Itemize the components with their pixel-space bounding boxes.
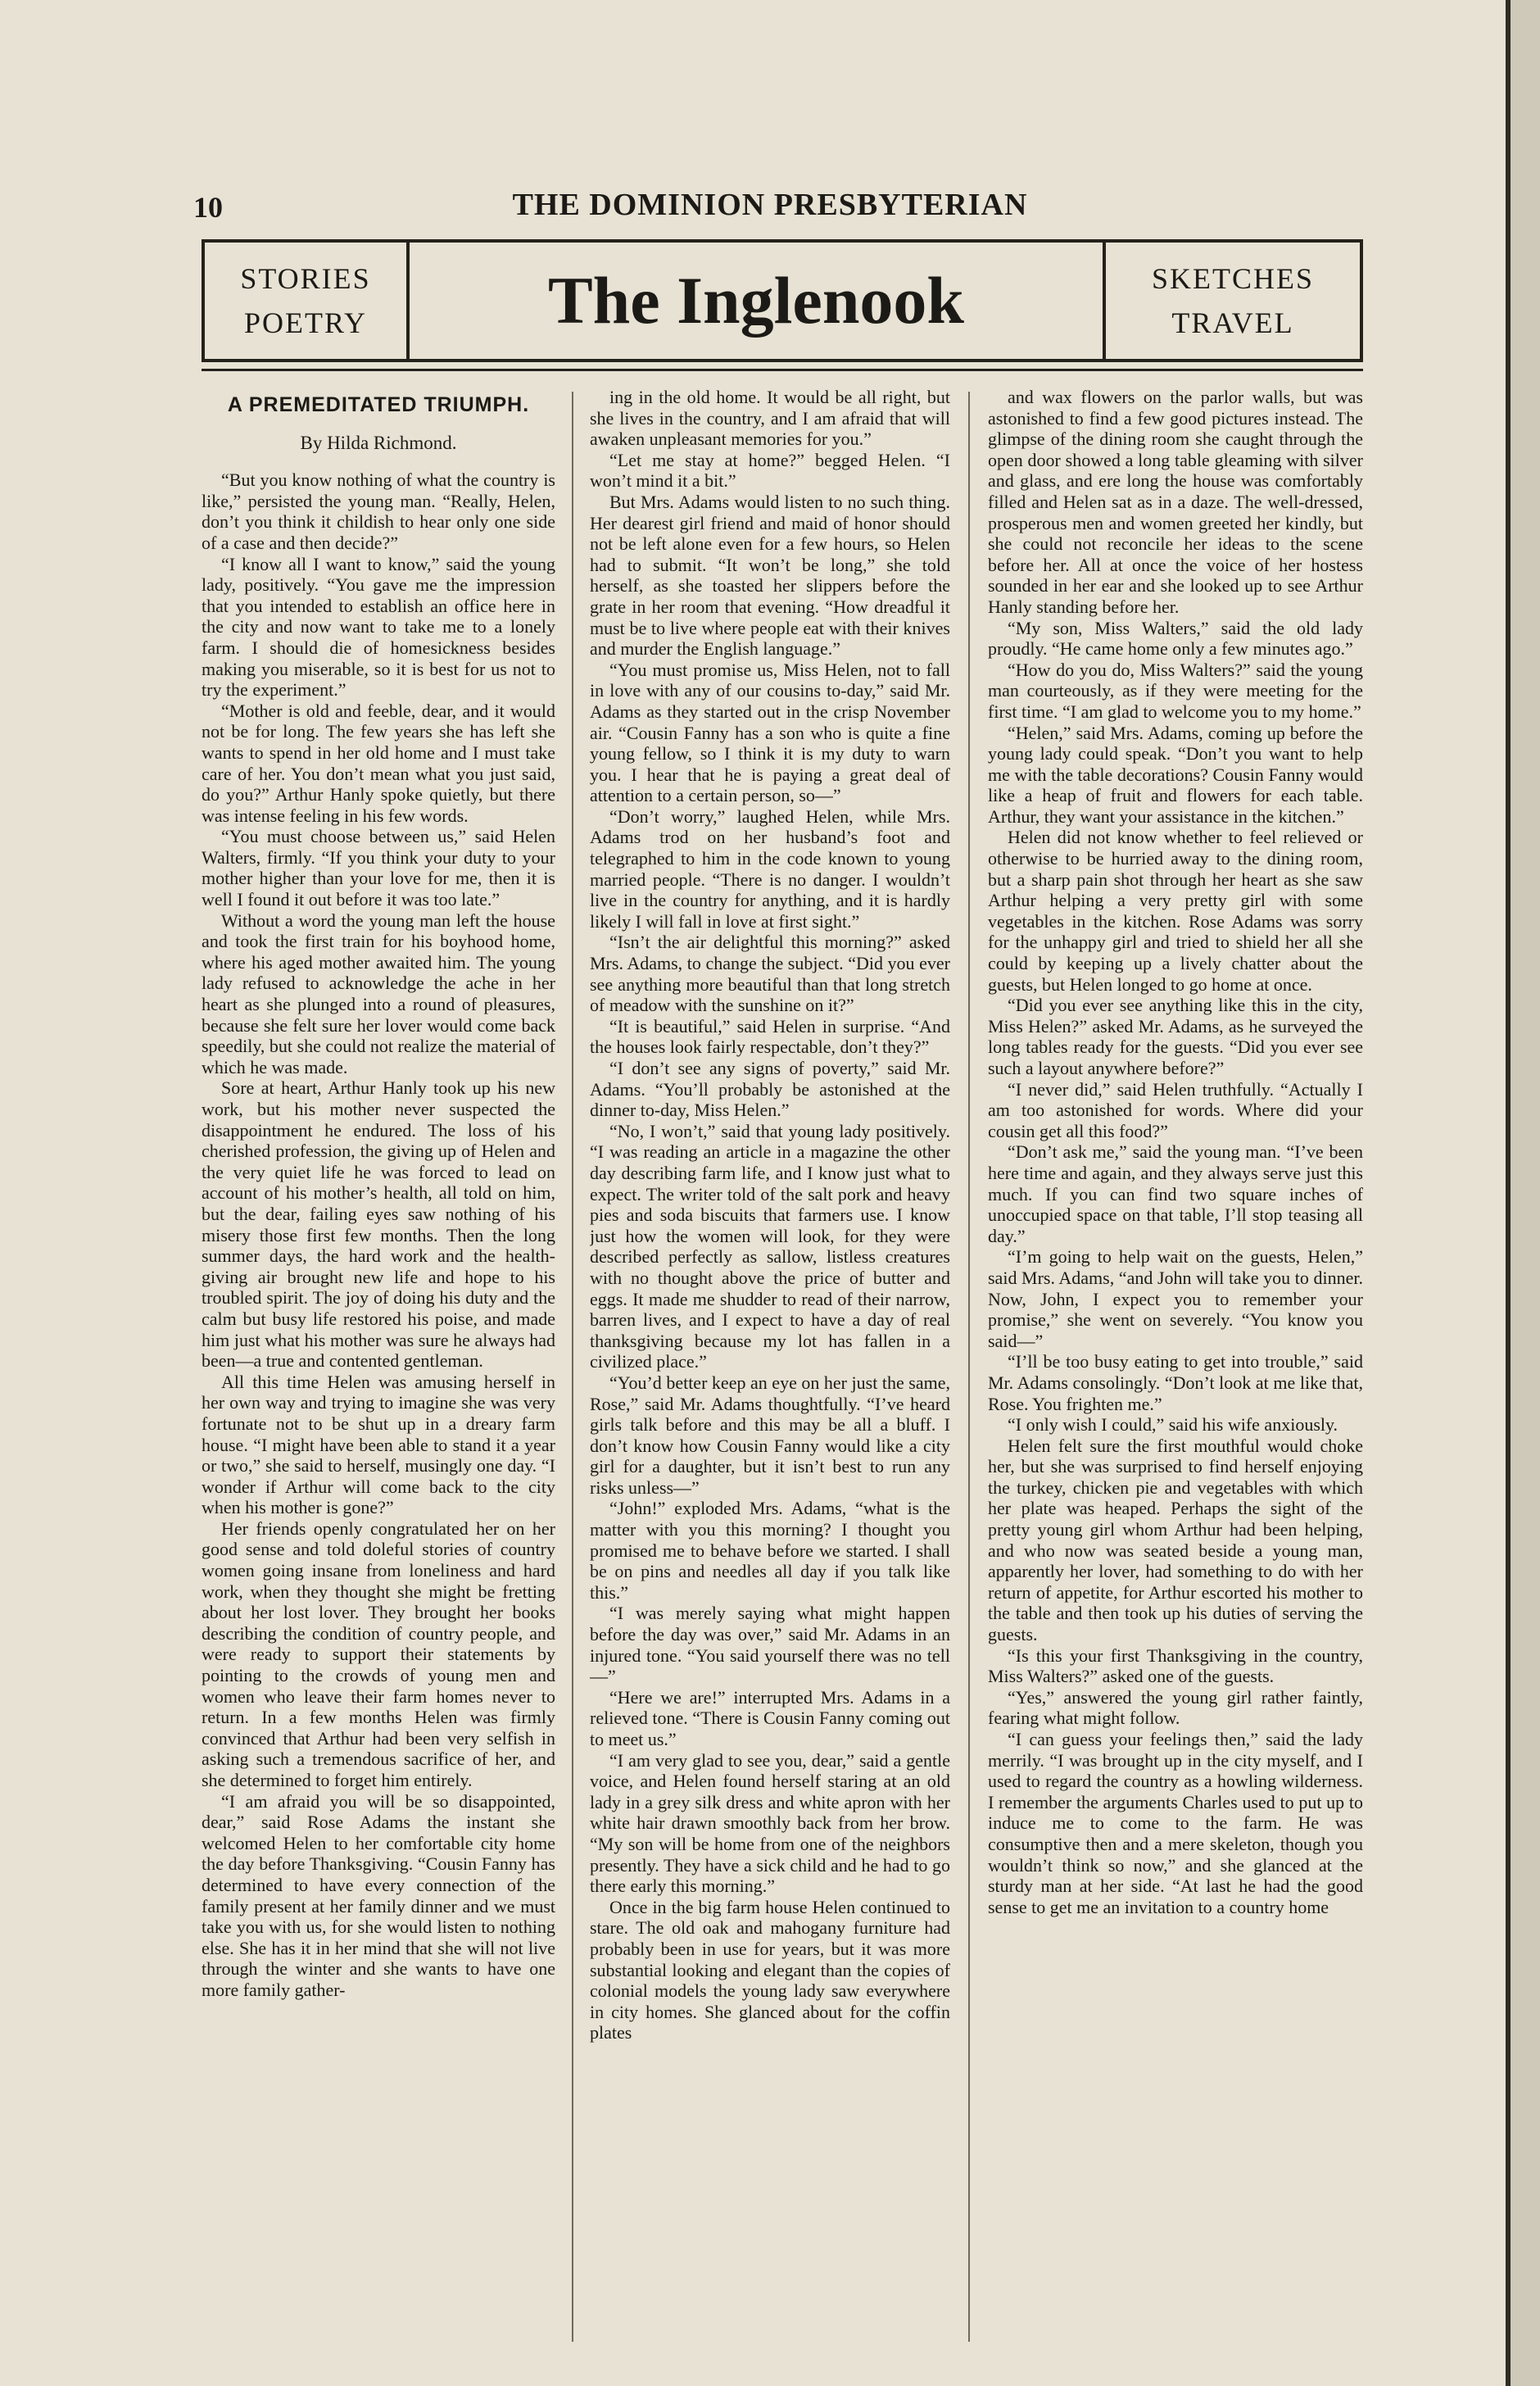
paragraph: “Did you ever see anything like this in the city, Miss Helen?” asked Mr. Adams, as he surveyed the long tables ready for the guests. “Did you ever see such a layout anywhere before?” <box>988 995 1363 1078</box>
paragraph: and wax flowers on the parlor walls, but was astonished to find a few good pictures instead. The glimpse of the dining room she caught through the open door showed a long table gleaming with silver and glass, and ere long the house was comfortably filled and Helen sat as in a daze. The well-dressed, prosperous men and women greeted her kindly, but she could not reconcile her ideas to the scene before her. All at once the voice of her hostess sounded in her ear and she looked up to see Arthur Hanly standing before her. <box>988 387 1363 617</box>
paragraph: “But you know nothing of what the country is like,” persisted the young man. “Really, Helen, don’t you think it childish to hear only one side of a case and then decide?” <box>202 469 555 553</box>
paragraph: “I am very glad to see you, dear,” said a gentle voice, and Helen found herself staring at an old lady in a grey silk dress and white apron with her white hair drawn smoothly back from her brow. “My son will be home from one of the neighbors presently. They have a sick child and he had to go there early this morning.” <box>590 1749 950 1897</box>
paragraph: “Helen,” said Mrs. Adams, coming up before the young lady could speak. “Don’t you want to help me with the table decorations? Cousin Fanny would like a heap of fruit and flowers for each table. Arthur, they want your assistance in the kitchen.” <box>988 722 1363 827</box>
column-rule <box>572 392 573 2342</box>
paragraph: Without a word the young man left the house and took the first train for his boyhood home, where his aged mother awaited him. The young lady refused to acknowledge the ache in her heart as she plunged into a round of pleasures, because she felt sure her lover would come back speedily, but she could not realize the material of which he was made. <box>202 909 555 1077</box>
article <box>202 387 1363 2353</box>
banner-right-box <box>1103 243 1360 359</box>
article-column-1 <box>202 387 555 2353</box>
section-banner <box>202 239 1363 362</box>
paragraph: “I only wish I could,” said his wife anxiously. <box>1008 1414 1338 1436</box>
paragraph: “Yes,” answered the young girl rather faintly, fearing what might follow. <box>988 1686 1363 1729</box>
article-column-2 <box>590 387 950 2353</box>
paragraph: “Let me stay at home?” begged Helen. “I won’t mind it a bit.” <box>590 449 950 492</box>
paragraph: “I don’t see any signs of poverty,” said Mr. Adams. “You’ll probably be astonished at the dinner to-day, Miss Helen.” <box>590 1058 950 1121</box>
paragraph: “Isn’t the air delightful this morning?” asked Mrs. Adams, to change the subject. “Did you ever see anything more beautiful than that long stretch of meadow with the sunshine on it?” <box>590 932 950 1016</box>
section-title: The Inglenook <box>547 263 965 338</box>
paragraph: “You must promise us, Miss Helen, not to fall in love with any of our cousins to-day,” said Mr. Adams as they started out in the crisp November air. “Cousin Fanny has a son who is quite a fine young fellow, so I think it is my duty to warn you. I hear that he is paying a great deal of attention to a certain person, so—” <box>590 659 950 806</box>
page-edge-margin <box>1511 0 1540 2386</box>
banner-rule <box>202 369 1363 371</box>
paragraph: “I can guess your feelings then,” said the lady merrily. “I was brought up in the city myself, and I used to regard the country as a howling wilderness. I remember the arguments Charles used to put up to induce me to come to the farm. He was consumptive then and a mere skeleton, though you wouldn’t think so now,” and she glanced at the sturdy man at her side. “At last he had the good sense to get me an invitation to a country home <box>988 1729 1363 1917</box>
column-body <box>988 387 1363 1917</box>
paragraph: “Don’t ask me,” said the young man. “I’ve been here time and again, and they always serve just this much. If you can find two square inches of unoccupied space on that table, I’ll stop teasing all day.” <box>988 1141 1363 1246</box>
paragraph: “You must choose between us,” said Helen Walters, firmly. “If you think your duty to your mother higher than your love for me, then it is well I found it out before it was too late.” <box>202 826 555 910</box>
paragraph: Helen did not know whether to feel relieved or otherwise to be hurried away to the dining room, but a sharp pain shot through her heart as she saw Arthur helping a very pretty girl with some vegetables in the kitchen. Rose Adams was sorry for the unhappy girl and tried to shield her all she could by keeping up a lively chatter about the guests, but Helen longed to go home at once. <box>988 827 1363 995</box>
paragraph: “John!” exploded Mrs. Adams, “what is the matter with you this morning? I thought you promised me to behave before we started. I shall be on pins and needles all day if you talk like this.” <box>590 1498 950 1603</box>
banner-title-box <box>410 243 1103 359</box>
paragraph: “I’ll be too busy eating to get into trouble,” said Mr. Adams consolingly. “Don’t look at me like that, Rose. You frighten me.” <box>988 1351 1363 1414</box>
paragraph: “I know all I want to know,” said the young lady, positively. “You gave me the impression that you intended to establish an office here in the city and now want to take me to a lonely farm. I should die of homesickness besides making you miserable, so it is best for us not to try the experiment.” <box>202 553 555 701</box>
paragraph: “My son, Miss Walters,” said the old lady proudly. “He came home only a few minutes ago.” <box>988 617 1363 660</box>
paragraph: “It is beautiful,” said Helen in surprise. “And the houses look fairly respectable, don’t they?” <box>590 1015 950 1058</box>
paragraph: All this time Helen was amusing herself in her own way and trying to imagine she was very fortunate not to be shut up in a dreary farm house. “I might have been able to stand it a year or two,” she said to herself, musingly one day. “I wonder if Arthur will come back to the city when his mother is gone?” <box>202 1371 555 1518</box>
paragraph: “Is this your first Thanksgiving in the country, Miss Walters?” asked one of the guests. <box>988 1644 1363 1687</box>
paragraph: “You’d better keep an eye on her just the same, Rose,” said Mr. Adams thoughtfully. “I’ve heard girls talk before and this may be all a bluff. I don’t know how Cousin Fanny would like a city girl for a daughter, but it isn’t best to run any risks unless—” <box>590 1372 950 1498</box>
paragraph: “I was merely saying what might happen before the day was over,” said Mr. Adams in an injured tone. “You said yourself there was no tell—” <box>590 1603 950 1687</box>
paragraph: “How do you do, Miss Walters?” said the young man courteously, as if they were meeting for the first time. “I am glad to welcome you to my home.” <box>988 659 1363 722</box>
paragraph: “Here we are!” interrupted Mrs. Adams in a relieved tone. “There is Cousin Fanny coming out to meet us.” <box>590 1686 950 1749</box>
paragraph: ing in the old home. It would be all right, but she lives in the country, and I am afraid that will awaken unpleasant memories for you.” <box>590 387 950 450</box>
paragraph: “Don’t worry,” laughed Helen, while Mrs. Adams trod on her husband’s foot and telegraphed to him in the code known to young married people. “There is no danger. I wouldn’t live in the country for anything, and it is hardly likely I will fall in love at first sight.” <box>590 805 950 932</box>
paragraph: “I’m going to help wait on the guests, Helen,” said Mrs. Adams, “and John will take you to dinner. Now, John, I expect you to remember your promise,” she went on severely. “You know you said—” <box>988 1246 1363 1351</box>
banner-left-line: STORIES <box>240 262 371 295</box>
paragraph: Once in the big farm house Helen continued to stare. The old oak and mahogany furniture had probably been in use for years, but it was more substantial looking and elegant than the copies of colonial models the young lady saw everywhere in city homes. She glanced about for the coffin plates <box>590 1896 950 2044</box>
paragraph: “I am afraid you will be so disappointed, dear,” said Rose Adams the instant she welcomed Helen to her comfortable city home the day before Thanksgiving. “Cousin Fanny has determined to have every connection of the family present at her family dinner and we must take you with us, for she would listen to nothing else. She has it in her mind that she will not live through the winter and she wants to have one more family gather- <box>202 1790 555 2000</box>
column-rule <box>968 392 970 2342</box>
banner-right-line: SKETCHES <box>1151 262 1315 295</box>
article-column-3 <box>988 387 1363 2353</box>
banner-left-box <box>205 243 410 359</box>
paragraph: Sore at heart, Arthur Hanly took up his new work, but his mother never suspected the disappointment he endured. The loss of his cherished profession, the giving up of Helen and the very quiet life he was forced to lead on account of his mother’s health, all told on him, but the dear, failing eyes saw nothing of his misery those first few months. Then the long summer days, the hard work and the health-giving air brought new life and hope to his troubled spirit. The joy of doing his duty and the calm but busy life restored his poise, and made him just what his mother was sure he always had been—a true and contented gentleman. <box>202 1077 555 1372</box>
banner-left-line: POETRY <box>243 306 368 339</box>
paragraph: “Mother is old and feeble, dear, and it would not be for long. The few years she has left she wants to spend in her old home and I must take care of her. You don’t mean what you just said, do you?” Arthur Hanly spoke quietly, but there was intense feeling in his few words. <box>202 700 555 826</box>
running-head: THE DOMINION PRESBYTERIAN <box>512 188 1028 222</box>
article-title: A PREMEDITATED TRIUMPH. <box>227 393 530 416</box>
paragraph: Helen felt sure the first mouthful would choke her, but she was surprised to find herself enjoying the turkey, chicken pie and vegetables with which her plate was heaped. Perhaps the sight of the pretty young girl whom Arthur had been helping, and who now was seated beside a young man, apparently her lover, had something to do with her return of appetite, for Arthur escorted his mother to the table and then took up his duties of serving the guests. <box>988 1435 1363 1645</box>
banner-right-line: TRAVEL <box>1171 306 1294 339</box>
paragraph: But Mrs. Adams would listen to no such thing. Her dearest girl friend and maid of honor should not be left alone even for a few hours, so Helen had to submit. “It won’t be long,” she told herself, as she toasted her slippers before the grate in her room that evening. “How dreadful it must be to live where people eat with their knives and murder the English language.” <box>590 491 950 660</box>
column-body <box>590 387 950 2044</box>
paragraph: “I never did,” said Helen truthfully. “Actually I am too astonished for words. Where did your cousin get all this food?” <box>988 1078 1363 1141</box>
page-number: 10 <box>193 191 223 224</box>
paragraph: Her friends openly congratulated her on her good sense and told doleful stories of country women going insane from loneliness and hard work, when they thought she might be fretting about her lost lover. They brought her books describing the condition of country people, and were ready to support their statements by pointing to the crowds of young men and women who leave their farm homes never to return. In a few months Helen was firmly convinced that Arthur had been very selfish in asking such a tremendous sacrifice of her, and she determined to forget him entirely. <box>202 1517 555 1790</box>
paragraph: “No, I won’t,” said that young lady positively. “I was reading an article in a magazine the other day describing farm life, and I know just what to expect. The writer told of the salt pork and heavy pies and soda biscuits that farmers use. I know just how the women will look, for they were described perfectly as sallow, listless creatures with no thought above the price of butter and eggs. It made me shudder to read of their narrow, barren lives, and I expect to have a day of real thanksgiving because my lot has fallen in a civilized place.” <box>590 1120 950 1372</box>
article-byline: By Hilda Richmond. <box>300 432 457 453</box>
column-body <box>202 469 555 2000</box>
